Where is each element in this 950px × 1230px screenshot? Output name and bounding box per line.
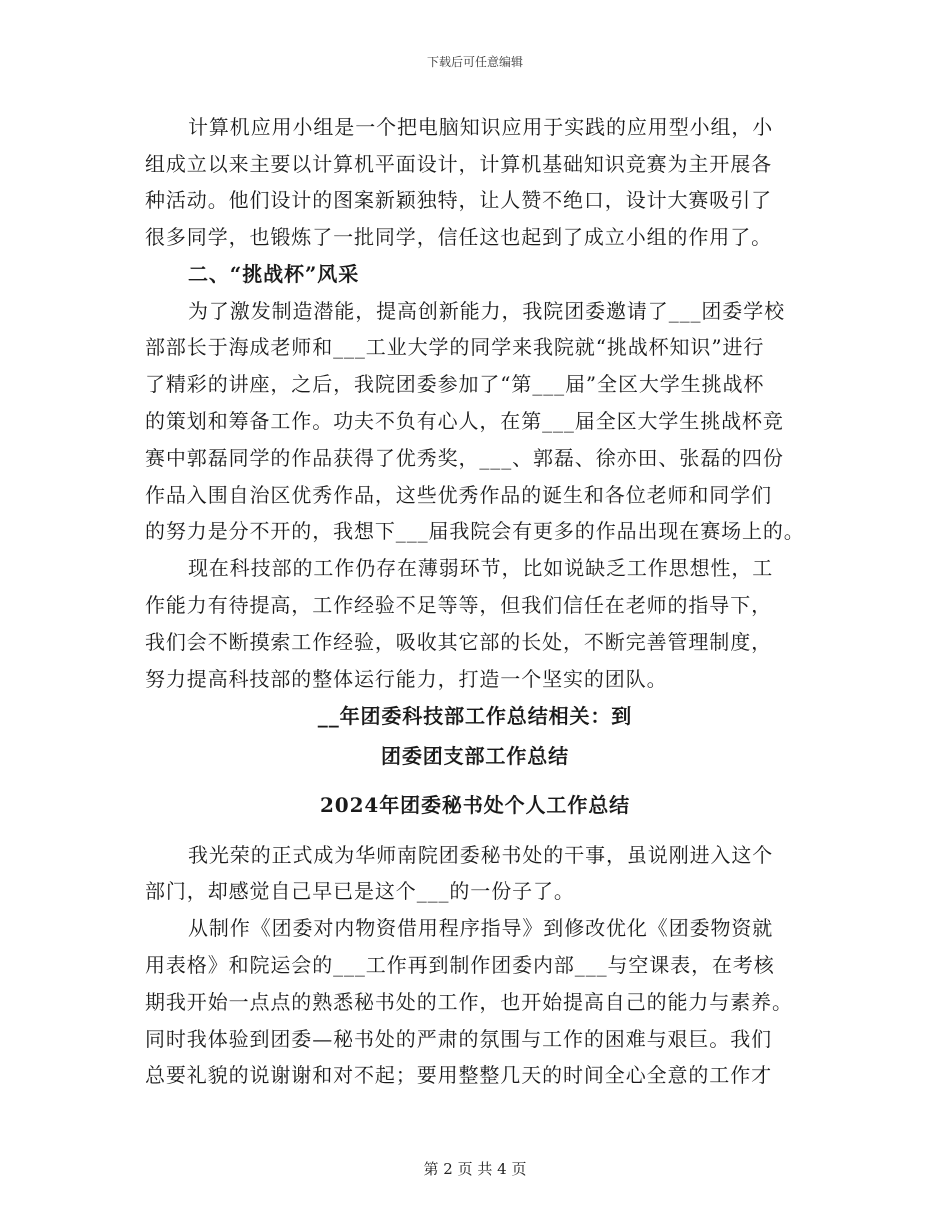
paragraph-line: 部门，却感觉自己早已是这个___的一份子了。	[145, 879, 575, 903]
paragraph-line: 计算机应用小组是一个把电脑知识应用于实践的应用型小组，小	[188, 115, 774, 139]
header-note: 下载后可任意编辑	[426, 55, 523, 69]
paragraph-line: 努力提高科技部的整体运行能力，打造一个坚实的团队。	[145, 667, 668, 691]
paragraph-line: 种活动。他们设计的图案新颖独特，让人赞不绝口，设计大赛吸引了	[145, 188, 772, 212]
paragraph-line: 的策划和筹备工作。功夫不负有心人，在第___届全区大学生挑战杯竞	[145, 409, 784, 433]
paragraph-line: 从制作《团委对内物资借用程序指导》到修改优化《团委物资就	[188, 916, 774, 940]
paragraph-line: 作品入围自治区优秀作品，这些优秀作品的诞生和各位老师和同学们	[145, 483, 772, 507]
paragraph-line: 作能力有待提高，工作经验不足等等，但我们信任在老师的指导下，	[145, 593, 772, 617]
paragraph-line: 我们会不断摸索工作经验，吸收其它部的长处，不断完善管理制度，	[145, 630, 772, 654]
paragraph-line: 的努力是分不开的，我想下___届我院会有更多的作品出现在赛场上的。	[145, 519, 805, 543]
section-heading: 二、“挑战杯”风采	[188, 262, 360, 286]
paragraph-line: 赛中郭磊同学的作品获得了优秀奖，___、郭磊、徐亦田、张磊的四份	[145, 446, 784, 470]
paragraph-line: 期我开始一点点的熟悉秘书处的工作，也开始提高自己的能力与素养。	[145, 990, 793, 1014]
paragraph-line: 同时我体验到团委—秘书处的严肃的氛围与工作的困难与艰巨。我们	[145, 1027, 772, 1051]
doc-title: 团委团支部工作总结	[380, 744, 570, 768]
paragraph-line: 为了激发制造潜能，提高创新能力，我院团委邀请了___团委学校	[188, 299, 785, 323]
paragraph-line: 现在科技部的工作仍存在薄弱环节，比如说缺乏工作思想性，工	[188, 556, 774, 580]
related-heading: __年团委科技部工作总结相关：到	[317, 704, 633, 728]
doc-title: 2024年团委秘书处个人工作总结	[319, 793, 631, 817]
paragraph-line: 总要礼貌的说谢谢和对不起；要用整整几天的时间全心全意的工作才	[145, 1063, 772, 1087]
paragraph-line: 组成立以来主要以计算机平面设计，计算机基础知识竞赛为主开展各	[145, 152, 772, 176]
paragraph-line: 用表格》和院运会的___工作再到制作团委内部___与空课表，在考核	[145, 953, 775, 977]
paragraph-line: 了精彩的讲座，之后，我院团委参加了“第___届”全区大学生挑战杯	[145, 372, 765, 396]
paragraph-line: 部部长于海成老师和___工业大学的同学来我院就“挑战杯知识”进行	[145, 335, 765, 359]
page-number: 第 2 页 共 4 页	[423, 1160, 527, 1178]
paragraph-line: 很多同学，也锻炼了一批同学，信任这也起到了成立小组的作用了。	[145, 225, 772, 249]
paragraph-line: 我光荣的正式成为华师南院团委秘书处的干事，虽说刚进入这个	[188, 843, 774, 867]
